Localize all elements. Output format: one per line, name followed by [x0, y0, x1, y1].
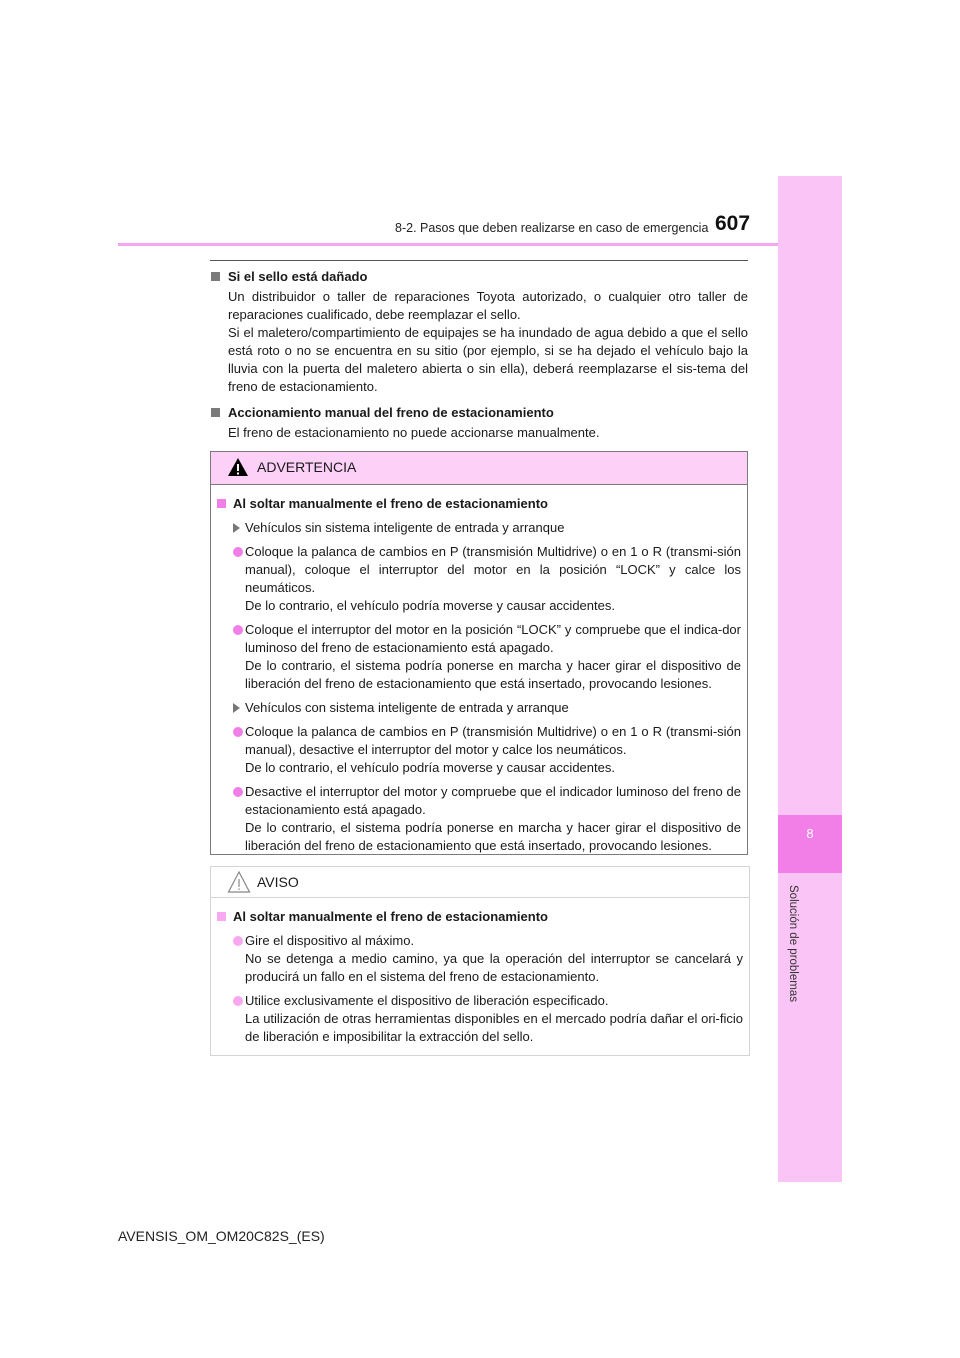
circle-bullet-icon	[233, 936, 243, 946]
warning-box	[210, 451, 748, 855]
chapter-title: Solución de problemas	[787, 885, 799, 1002]
section-title: Si el sello está dañado	[210, 268, 748, 286]
paragraph: Un distribuidor o taller de reparaciones Toyota autorizado, o cualquier otro taller de reparaciones cualificado, debe reemplazar el sello.	[228, 289, 748, 322]
square-bullet-icon	[211, 272, 220, 281]
circle-bullet-icon	[233, 625, 243, 635]
list-item: Coloque la palanca de cambios en P (transmisión Multidrive) o en 1 o R (transmi-sión manual), coloque el interruptor del motor en la posición “LOCK” y calce los neumáticos. De lo contrario, el vehículo podría moverse y causar accidentes.	[217, 543, 741, 615]
square-bullet-icon	[217, 499, 226, 508]
chapter-tab-active	[778, 815, 842, 873]
triangle-bullet-icon	[233, 703, 240, 713]
warning-header	[211, 452, 747, 485]
section-title: Accionamiento manual del freno de estacionamiento	[210, 404, 748, 422]
warning-triangle-icon	[227, 456, 249, 478]
condition-label: Vehículos con sistema inteligente de entrada y arranque	[217, 699, 741, 717]
list-item: Desactive el interruptor del motor y compruebe que el indicador luminoso del freno de estacionamiento está apagado. De lo contrario, el sistema podría ponerse en marcha y hacer girar el dispositivo de liberación del freno de estacionamiento que está insertado, provocando lesiones.	[217, 783, 741, 855]
list-item: Utilice exclusivamente el dispositivo de liberación especificado. La utilización de otras herramientas disponibles en el mercado podría dañar el ori-ficio de liberación e imposibilitar la extracción del sello.	[217, 992, 743, 1046]
circle-bullet-icon	[233, 547, 243, 557]
warning-label: ADVERTENCIA	[257, 459, 357, 475]
list-item: Gire el dispositivo al máximo. No se detenga a medio camino, ya que la operación del interruptor se cancelará y producirá un fallo en el sistema del freno de estacionamiento.	[217, 932, 743, 986]
notice-box	[210, 866, 750, 1056]
circle-bullet-icon	[233, 787, 243, 797]
list-item: Coloque la palanca de cambios en P (transmisión Multidrive) o en 1 o R (transmi-sión manual), desactive el interruptor del motor y calce los neumáticos. De lo contrario, el vehículo podría moverse y causar accidentes.	[217, 723, 741, 777]
caution-triangle-icon	[227, 870, 251, 894]
notice-header	[211, 867, 749, 898]
triangle-bullet-icon	[233, 523, 240, 533]
warning-title: Al soltar manualmente el freno de estacionamiento	[217, 495, 741, 513]
notice-title: Al soltar manualmente el freno de estacionamiento	[217, 908, 743, 926]
section-heading: 8-2. Pasos que deben realizarse en caso de emergencia	[395, 221, 709, 235]
square-bullet-icon	[211, 408, 220, 417]
list-item: Coloque el interruptor del motor en la posición “LOCK” y compruebe que el indica-dor luminoso del freno de estacionamiento está apagado. De lo contrario, el sistema podría ponerse en marcha y hacer girar el dispositivo de liberación del freno de estacionamiento que está insertado, provocando lesiones.	[217, 621, 741, 693]
circle-bullet-icon	[233, 996, 243, 1006]
condition-label: Vehículos sin sistema inteligente de entrada y arranque	[217, 519, 741, 537]
paragraph: El freno de estacionamiento no puede accionarse manualmente.	[228, 425, 600, 440]
header-rule	[118, 243, 778, 246]
content-top-rule	[210, 260, 748, 261]
circle-bullet-icon	[233, 727, 243, 737]
document-code: AVENSIS_OM_OM20C82S_(ES)	[118, 1228, 325, 1244]
page-number: 607	[715, 212, 751, 235]
notice-label: AVISO	[257, 874, 299, 890]
paragraph: Si el maletero/compartimiento de equipajes se ha inundado de agua debido a que el sello está roto o no se encuentra en su sitio (por ejemplo, si se ha dejado el vehículo bajo la lluvia con la puerta del maletero abierta o sin ella), deberá reemplazarse el sis-tema del freno de estacionamiento.	[228, 325, 748, 394]
main-content	[210, 268, 748, 442]
chapter-number: 8	[806, 826, 814, 841]
square-bullet-icon	[217, 912, 226, 921]
